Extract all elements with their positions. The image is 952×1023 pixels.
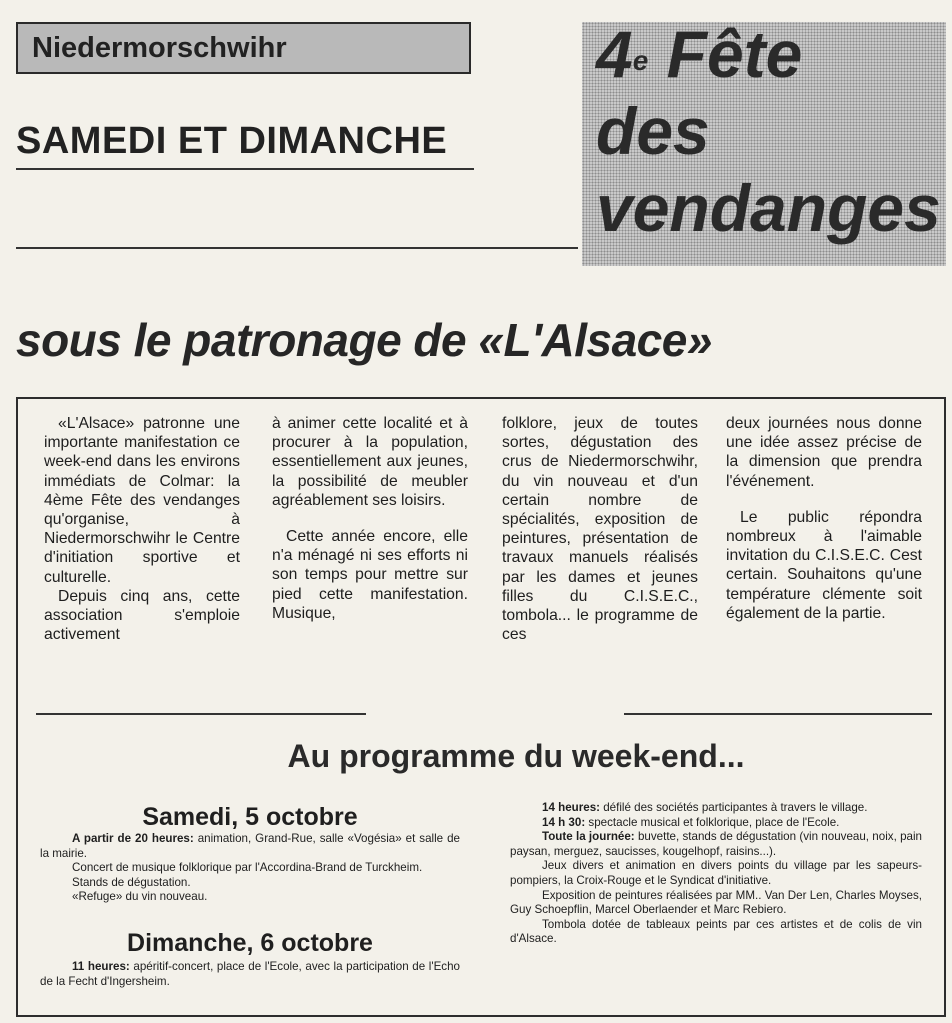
programme-item <box>40 832 460 861</box>
article-column-2 <box>272 414 468 623</box>
subhead-rule <box>16 168 474 170</box>
kicker-text: Niedermorschwihr <box>32 32 287 64</box>
programme-item <box>40 861 460 876</box>
article-paragraph: Cette année encore, elle n'a ménagé ni ses efforts ni son temps pour mettre sur pied cette manifestation. Musique, <box>272 528 468 622</box>
header-rule <box>16 247 578 249</box>
programme-item <box>510 830 922 859</box>
article-column-4 <box>726 414 922 623</box>
item-text: spectacle musical et folklorique, place de l'Ecole. <box>585 815 840 829</box>
article-paragraph: Le public répondra nombreux à l'aimable invitation du C.I.S.E.C. Cest certain. Souhaitons qu'une température clémente soit également de la partie. <box>726 508 922 622</box>
programme-item <box>40 960 460 989</box>
fete-title <box>596 16 952 247</box>
fete-line3: vendanges <box>596 171 941 245</box>
kicker-box <box>16 22 471 74</box>
item-text: Tombola dotée de tableaux peints par ces artistes et de colis de vin d'Alsace. <box>510 917 922 946</box>
patronage-headline: sous le patronage de «L'Alsace» <box>16 314 712 366</box>
item-lead: Toute la journée: <box>542 830 635 844</box>
programme-rule-right <box>624 713 932 715</box>
fete-ordinal-suffix: e <box>632 45 649 76</box>
item-text: Jeux divers et animation en divers points du village par les sapeurs-pompiers, la Croix-Rouge et le Syndicat d'initiative. <box>510 859 922 887</box>
programme-item <box>510 859 922 888</box>
item-text: animation, Grand-Rue, salle «Vogésia» et salle de la mairie. <box>40 832 460 860</box>
sunday-continued <box>510 801 922 947</box>
item-text: Concert de musique folklorique par l'Accordina-Brand de Turckheim. <box>72 861 423 875</box>
article-paragraph: folklore, jeux de toutes sortes, dégustation des crus de Niedermorschwihr, du vin nouveau et d'un certain nombre de spécialités, exposition de peintures, présentation de travaux manuels réalisés par les dames et jeunes filles du C.I.S.E.C., tombola... le programme de ces <box>502 415 698 644</box>
saturday-section <box>40 802 460 905</box>
item-lead: 14 h 30: <box>542 815 586 829</box>
programme-item <box>40 876 460 891</box>
item-lead: 14 heures: <box>542 801 600 814</box>
programme-item <box>510 816 922 831</box>
article-column-1 <box>44 414 240 644</box>
sunday-title: Dimanche, 6 octobre <box>127 929 373 957</box>
fete-line2: des <box>596 94 710 168</box>
programme-rule-left <box>36 713 366 715</box>
item-text: défilé des sociétés participantes à travers le village. <box>600 801 868 814</box>
programme-item <box>510 801 922 816</box>
programme-item <box>510 889 922 918</box>
item-text: «Refuge» du vin nouveau. <box>72 890 208 904</box>
item-lead: A partir de 20 heures: <box>72 832 194 845</box>
subhead: SAMEDI ET DIMANCHE <box>16 120 448 162</box>
article-paragraph: Depuis cinq ans, cette association s'emploie activement <box>44 587 240 644</box>
programme-item <box>40 890 460 905</box>
fete-ordinal: 4 <box>596 17 633 91</box>
item-text: Exposition de peintures réalisées par MM.. Van Der Len, Charles Moyses, Guy Schoepflin, Marcel Oberlaender et Marc Rebiero. <box>510 888 922 917</box>
item-text: apéritif-concert, place de l'Ecole, avec la participation de l'Echo de la Fecht d'Ingersheim. <box>40 960 461 988</box>
article-paragraph: deux journées nous donne une idée assez précise de la dimension que prendra l'événement. <box>726 415 922 490</box>
saturday-title: Samedi, 5 octobre <box>142 803 358 831</box>
item-text: Stands de dégustation. <box>72 875 191 889</box>
programme-heading: Au programme du week-end... <box>287 738 745 774</box>
fete-line1: Fête <box>666 17 803 91</box>
article-paragraph: à animer cette localité et à procurer à la population, essentiellement aux jeunes, la possibilité de meubler agréablement ses loisirs. <box>272 415 468 509</box>
item-text: buvette, stands de dégustation (vin nouveau, noix, pain paysan, merguez, saucisses, kougelhopf, raisins...). <box>510 830 922 858</box>
article-column-3 <box>502 414 698 644</box>
article-paragraph: «L'Alsace» patronne une importante manifestation ce week-end dans les environs immédiats de Colmar: la 4ème Fête des vendanges qu'organise, à Niedermorschwihr le Centre d'initiation sportive et culturelle. <box>44 415 240 586</box>
sunday-section <box>40 928 460 989</box>
item-lead: 11 heures: <box>72 960 130 973</box>
programme-item <box>510 918 922 947</box>
